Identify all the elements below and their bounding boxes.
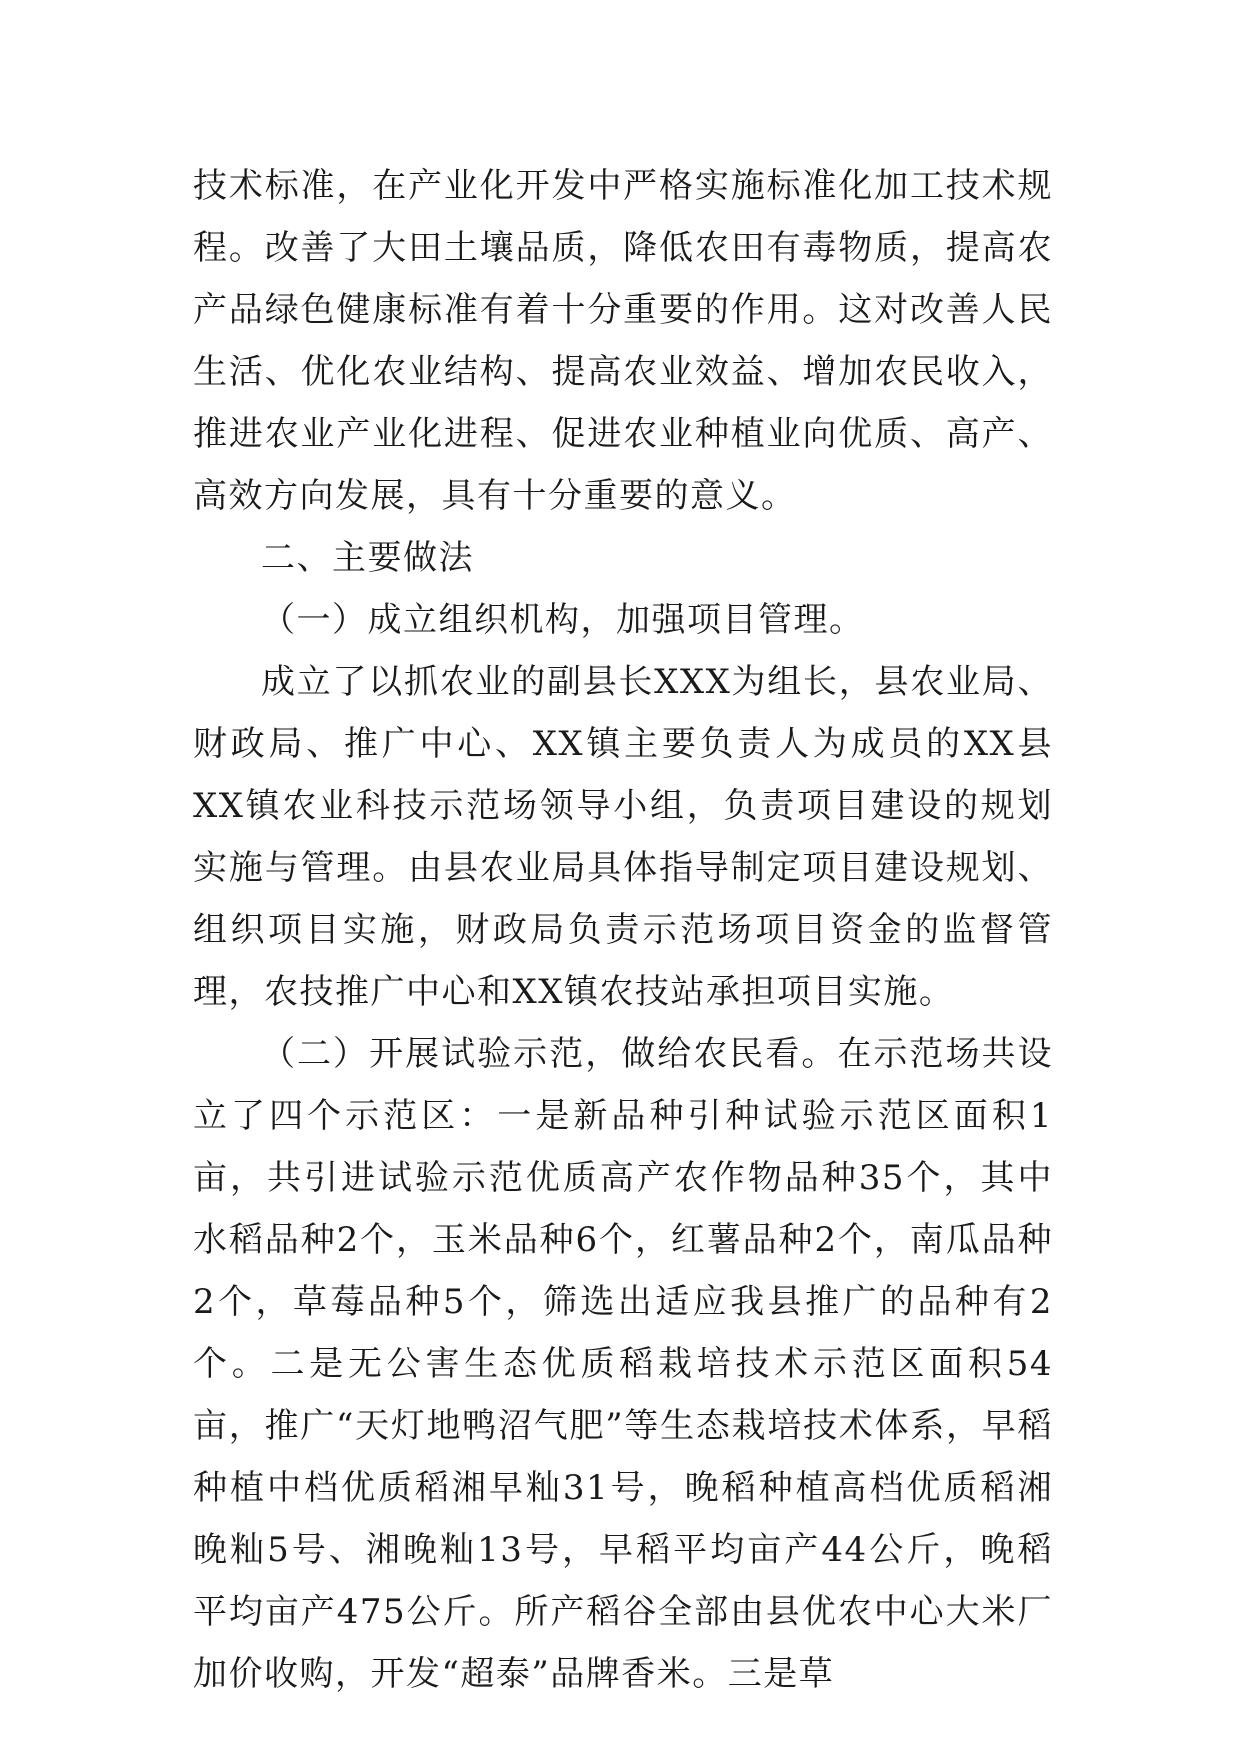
document-body bbox=[193, 155, 1053, 1705]
paragraph-organization: 成立了以抓农业的副县长XXX为组长，县农业局、财政局、推广中心、XX镇主要负责人为成员的XX县XX镇农业科技示范场领导小组，负责项目建设的规划实施与管理。由县农业局具体指导制定项目建设规划、组织项目实施，财政局负责示范场项目资金的监督管理，农技推广中心和XX镇农技站承担项目实施。 bbox=[193, 662, 1053, 1012]
subheading-organization: （一）成立组织机构，加强项目管理。 bbox=[261, 600, 865, 640]
paragraph-demonstration: （二）开展试验示范，做给农民看。在示范场共设立了四个示范区：一是新品种引种试验示范区面积1亩，共引进试验示范优质高产农作物品种35个，其中水稻品种2个，玉米品种6个，红薯品种2个，南瓜品种2个，草莓品种5个，筛选出适应我县推广的品种有2个。二是无公害生态优质稻栽培技术示范区面积54亩，推广“天灯地鸭沼气肥”等生态栽培技术体系，早稻种植中档优质稻湘早籼31号，晚稻种植高档优质稻湘晚籼5号、湘晚籼13号，早稻平均亩产44公斤，晚稻平均亩产475公斤。所产稻谷全部由县优农中心大米厂加价收购，开发“超泰”品牌香米。三是草 bbox=[193, 1034, 1053, 1694]
paragraph-background: 技术标准，在产业化开发中严格实施标准化加工技术规程。改善了大田土壤品质，降低农田有毒物质，提高农产品绿色健康标准有着十分重要的作用。这对改善人民生活、优化农业结构、提高农业效益、增加农民收入，推进农业产业化进程、促进农业种植业向优质、高产、高效方向发展，具有十分重要的意义。 bbox=[193, 166, 1053, 516]
section-heading-main-practices: 二、主要做法 bbox=[261, 538, 474, 578]
